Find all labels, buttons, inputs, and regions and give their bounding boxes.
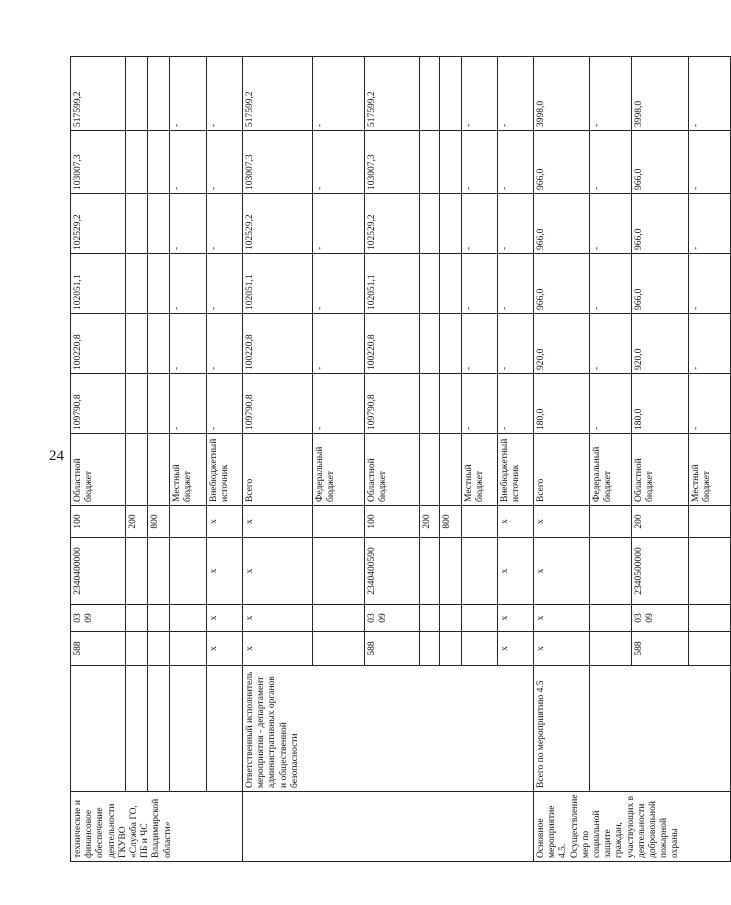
cell-year2021: 180,0 (632, 374, 689, 434)
cell-total: - (170, 57, 207, 131)
cell-vr: 200 (632, 506, 689, 538)
cell-vr: 800 (440, 506, 462, 538)
cell-year2023 (148, 254, 170, 314)
cell-executor: Ответственный исполнитель мероприятия - департамент административных органов и общественной безопасности (243, 666, 534, 792)
cell-csr (313, 538, 365, 605)
cell-total: - (498, 57, 534, 131)
cell-year2022: 100220,8 (365, 314, 420, 374)
cell-year2023: 102051,1 (243, 254, 313, 314)
cell-year2021: - (689, 374, 731, 434)
cell-total (148, 57, 170, 131)
cell-source (126, 434, 148, 506)
cell-vr: 100 (365, 506, 420, 538)
cell-year2021: 109790,8 (71, 374, 126, 434)
cell-year2023: - (689, 254, 731, 314)
cell-source: Местный бюджет (689, 434, 731, 506)
cell-rzpr: х (207, 605, 243, 632)
cell-year2024: - (498, 194, 534, 254)
cell-total: - (689, 57, 731, 131)
cell-gryp: 588 (365, 632, 420, 666)
cell-year2022: 100220,8 (71, 314, 126, 374)
cell-executor (126, 666, 148, 792)
cell-total (440, 57, 462, 131)
cell-year2025: - (170, 131, 207, 194)
cell-rzpr: х (498, 605, 534, 632)
cell-year2022: - (689, 314, 731, 374)
table-row (126, 57, 148, 862)
cell-year2025 (126, 131, 148, 194)
cell-gryp: х (534, 632, 590, 666)
cell-year2023: - (590, 254, 632, 314)
cell-csr: 2340400590 (365, 538, 420, 605)
cell-year2022: - (170, 314, 207, 374)
cell-source (440, 434, 462, 506)
cell-year2021 (440, 374, 462, 434)
cell-csr (170, 538, 207, 605)
cell-gryp (126, 632, 148, 666)
cell-csr (420, 538, 440, 605)
cell-year2024: - (170, 194, 207, 254)
cell-source: Федеральный бюджет (590, 434, 632, 506)
cell-year2021: - (590, 374, 632, 434)
cell-vr: х (243, 506, 313, 538)
cell-rzpr (689, 605, 731, 632)
cell-year2025: - (462, 131, 498, 194)
cell-year2023: - (313, 254, 365, 314)
cell-total: - (590, 57, 632, 131)
cell-section: Основное мероприятие 4.5. Осуществление мер по социальной защите граждан, участвующих в деятельности добровольной пожарной охраны (534, 792, 731, 862)
cell-year2023: - (462, 254, 498, 314)
table-row (590, 57, 632, 862)
cell-rzpr (148, 605, 170, 632)
cell-year2024: 966,0 (632, 194, 689, 254)
cell-gryp (590, 632, 632, 666)
cell-csr (126, 538, 148, 605)
cell-source: Местный бюджет (170, 434, 207, 506)
cell-source: Местный бюджет (462, 434, 498, 506)
table-row (534, 57, 590, 862)
rotated-table-wrapper (70, 57, 713, 862)
cell-vr: х (534, 506, 590, 538)
cell-total: 517599,2 (71, 57, 126, 131)
cell-csr (462, 538, 498, 605)
cell-year2024: 966,0 (534, 194, 590, 254)
cell-source: Федеральный бюджет (313, 434, 365, 506)
cell-gryp: х (498, 632, 534, 666)
cell-year2021 (126, 374, 148, 434)
cell-year2025: 103007,3 (365, 131, 420, 194)
cell-year2023 (440, 254, 462, 314)
cell-source: Областной бюджет (365, 434, 420, 506)
cell-vr: х (498, 506, 534, 538)
cell-gryp: 588 (71, 632, 126, 666)
cell-year2024 (420, 194, 440, 254)
cell-total: - (462, 57, 498, 131)
cell-rzpr: х (534, 605, 590, 632)
cell-year2023: 102051,1 (365, 254, 420, 314)
cell-source: Областной бюджет (71, 434, 126, 506)
cell-year2022: - (207, 314, 243, 374)
table-row (148, 57, 170, 862)
cell-year2023: - (207, 254, 243, 314)
cell-year2025: - (689, 131, 731, 194)
cell-gryp: х (243, 632, 313, 666)
cell-csr: х (498, 538, 534, 605)
cell-rzpr (126, 605, 148, 632)
cell-vr (462, 506, 498, 538)
cell-total: 3998,0 (632, 57, 689, 131)
cell-gryp (440, 632, 462, 666)
cell-section (243, 792, 534, 862)
cell-year2022 (440, 314, 462, 374)
cell-year2022: - (498, 314, 534, 374)
cell-year2023: 966,0 (534, 254, 590, 314)
cell-source: Областной бюджет (632, 434, 689, 506)
cell-vr: 100 (71, 506, 126, 538)
cell-year2024: 102529,2 (71, 194, 126, 254)
cell-year2023 (420, 254, 440, 314)
cell-year2025: 966,0 (632, 131, 689, 194)
cell-rzpr (313, 605, 365, 632)
cell-year2024: - (207, 194, 243, 254)
cell-rzpr (440, 605, 462, 632)
cell-year2023: - (498, 254, 534, 314)
cell-vr: 200 (420, 506, 440, 538)
cell-year2024 (148, 194, 170, 254)
cell-year2022 (148, 314, 170, 374)
cell-source (148, 434, 170, 506)
cell-csr (689, 538, 731, 605)
cell-source: Внебюджетный источник (207, 434, 243, 506)
cell-vr (170, 506, 207, 538)
cell-year2021: - (207, 374, 243, 434)
cell-gryp (420, 632, 440, 666)
cell-executor (590, 666, 731, 792)
cell-year2025 (148, 131, 170, 194)
cell-gryp (689, 632, 731, 666)
cell-year2021: - (498, 374, 534, 434)
cell-year2025 (420, 131, 440, 194)
cell-year2021: - (313, 374, 365, 434)
cell-year2023: 966,0 (632, 254, 689, 314)
table-row (71, 57, 126, 862)
cell-year2022: 100220,8 (243, 314, 313, 374)
cell-gryp: х (207, 632, 243, 666)
cell-csr (440, 538, 462, 605)
table-row (207, 57, 243, 862)
cell-total (420, 57, 440, 131)
cell-year2024 (440, 194, 462, 254)
cell-year2022: - (462, 314, 498, 374)
cell-gryp (148, 632, 170, 666)
cell-csr: х (207, 538, 243, 605)
cell-year2022: 920,0 (534, 314, 590, 374)
cell-year2025 (440, 131, 462, 194)
cell-rzpr: х (243, 605, 313, 632)
cell-year2022 (420, 314, 440, 374)
cell-year2024: - (462, 194, 498, 254)
cell-executor (148, 666, 170, 792)
cell-year2025: 103007,3 (243, 131, 313, 194)
cell-year2021: 109790,8 (365, 374, 420, 434)
cell-vr (313, 506, 365, 538)
cell-year2022 (126, 314, 148, 374)
cell-year2025: 966,0 (534, 131, 590, 194)
cell-year2021: - (170, 374, 207, 434)
budget-table (70, 56, 731, 862)
cell-executor (207, 666, 243, 792)
cell-year2022: 920,0 (632, 314, 689, 374)
cell-vr (689, 506, 731, 538)
cell-year2021: 180,0 (534, 374, 590, 434)
cell-rzpr: 03 09 (71, 605, 126, 632)
cell-total: 3998,0 (534, 57, 590, 131)
cell-rzpr (420, 605, 440, 632)
cell-rzpr: 03 09 (365, 605, 420, 632)
table-row (243, 57, 313, 862)
cell-gryp (462, 632, 498, 666)
cell-year2023: - (170, 254, 207, 314)
cell-total: - (207, 57, 243, 131)
cell-executor: Всего по мероприятию 4.5 (534, 666, 590, 792)
cell-year2021 (148, 374, 170, 434)
cell-executor (170, 666, 207, 792)
cell-year2024: - (590, 194, 632, 254)
table-row (170, 57, 207, 862)
cell-year2025: 103007,3 (71, 131, 126, 194)
cell-year2021: - (462, 374, 498, 434)
cell-section: технические и финансовое обеспечение деятельности ГКУВО «Служба ГО, ПБ и ЧС Владимирской области» (71, 792, 243, 862)
cell-vr: 800 (148, 506, 170, 538)
cell-rzpr: 03 09 (632, 605, 689, 632)
cell-csr (148, 538, 170, 605)
cell-source: Внебюджетный источник (498, 434, 534, 506)
cell-year2024 (126, 194, 148, 254)
cell-total (126, 57, 148, 131)
cell-gryp (313, 632, 365, 666)
cell-year2022: - (590, 314, 632, 374)
cell-csr (590, 538, 632, 605)
cell-year2021 (420, 374, 440, 434)
cell-csr: 2340500000 (632, 538, 689, 605)
cell-rzpr (590, 605, 632, 632)
cell-year2024: - (689, 194, 731, 254)
cell-source: Всего (534, 434, 590, 506)
cell-year2025: - (207, 131, 243, 194)
cell-year2025: - (590, 131, 632, 194)
cell-year2024: 102529,2 (365, 194, 420, 254)
cell-csr: х (243, 538, 313, 605)
cell-year2025: - (313, 131, 365, 194)
cell-year2022: - (313, 314, 365, 374)
cell-total: 517599,2 (365, 57, 420, 131)
cell-vr: 200 (126, 506, 148, 538)
cell-gryp (170, 632, 207, 666)
cell-csr: х (534, 538, 590, 605)
cell-rzpr (170, 605, 207, 632)
table-body (71, 57, 731, 862)
cell-year2021: 109790,8 (243, 374, 313, 434)
cell-year2023 (126, 254, 148, 314)
cell-gryp: 588 (632, 632, 689, 666)
cell-executor (71, 666, 126, 792)
cell-vr: х (207, 506, 243, 538)
cell-source: Всего (243, 434, 313, 506)
cell-vr (590, 506, 632, 538)
cell-rzpr (462, 605, 498, 632)
cell-source (420, 434, 440, 506)
cell-year2023: 102051,1 (71, 254, 126, 314)
cell-csr: 2340400000 (71, 538, 126, 605)
cell-total: 517599,2 (243, 57, 313, 131)
cell-total: - (313, 57, 365, 131)
page-number: 24 (49, 448, 64, 464)
cell-year2024: 102529,2 (243, 194, 313, 254)
cell-year2025: - (498, 131, 534, 194)
cell-year2024: - (313, 194, 365, 254)
